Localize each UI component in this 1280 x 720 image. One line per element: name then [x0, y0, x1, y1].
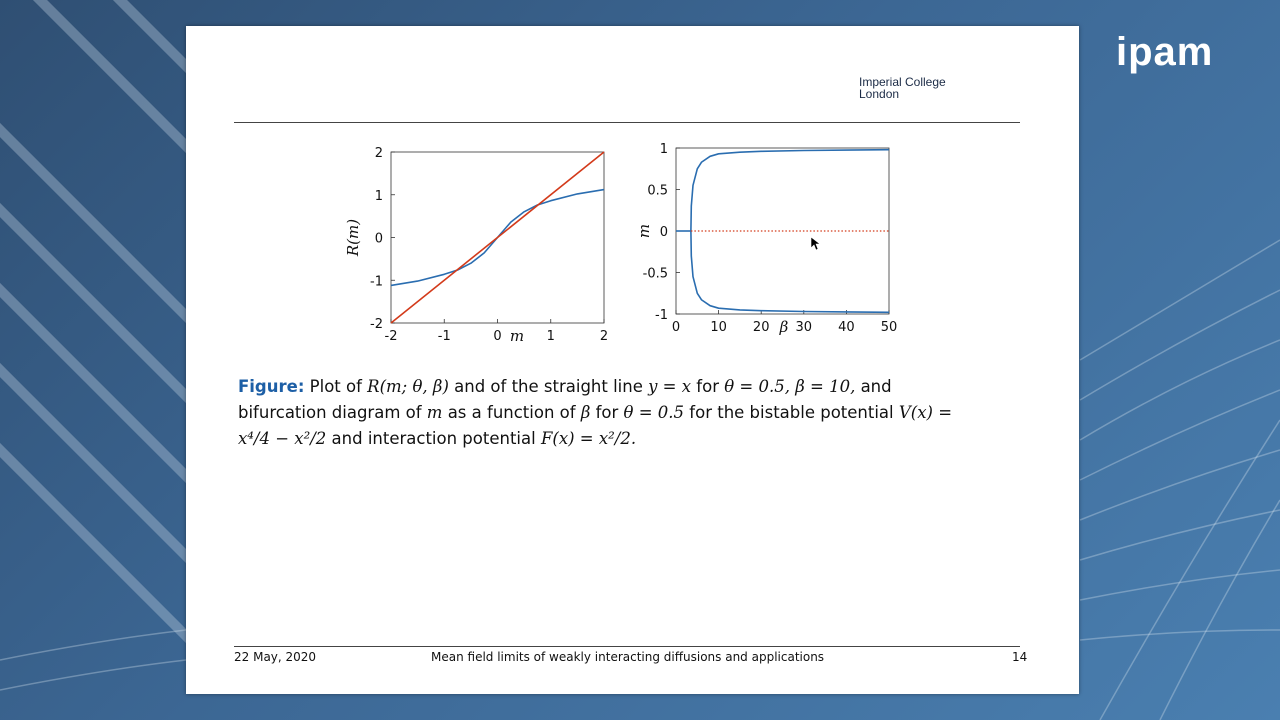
y-tick-label: 1	[374, 188, 383, 204]
presentation-slide	[186, 26, 1079, 694]
caption-math: θ = 0.5, β = 10,	[724, 377, 856, 396]
caption-text: Plot of	[304, 377, 368, 396]
y-tick-label: -2	[370, 317, 383, 332]
caption-text: for	[691, 377, 725, 396]
y-tick-label: 0.5	[647, 183, 668, 199]
caption-text: and of the straight line	[448, 377, 649, 396]
x-tick-label: 10	[710, 320, 727, 335]
caption-text: for the bistable potential	[684, 403, 899, 422]
caption-text: as a function of	[442, 403, 581, 422]
x-tick-label: -1	[437, 329, 451, 344]
x-axis-label: β	[779, 318, 789, 336]
x-tick-label: -2	[384, 329, 398, 344]
y-tick-label: 1	[659, 142, 668, 157]
caption-math: y = x	[648, 377, 692, 396]
caption-math: β	[580, 403, 591, 422]
x-tick-label: 20	[752, 320, 770, 335]
series-line-y-x	[391, 152, 604, 323]
x-tick-label: 40	[838, 320, 855, 335]
institution-line-2: London	[859, 87, 900, 101]
y-tick-label: -1	[370, 274, 383, 290]
x-axis-label: m	[509, 327, 525, 345]
y-tick-label: -1	[655, 308, 668, 323]
footer-date: 22 May, 2020	[234, 650, 317, 664]
x-tick-label: 1	[546, 329, 555, 344]
y-tick-label: -0.5	[642, 266, 668, 282]
caption-text: for	[590, 403, 624, 422]
caption-math: θ = 0.5	[623, 403, 685, 422]
y-tick-label: 0	[374, 231, 383, 247]
series-line-lower-branch	[691, 231, 889, 312]
x-tick-label: 0	[493, 329, 502, 344]
footer-divider	[234, 646, 1020, 647]
footer-page-number: 14	[1012, 650, 1028, 664]
y-axis-label: R(m)	[344, 218, 362, 257]
caption-label: Figure:	[238, 377, 305, 396]
caption-math: R(m; θ, β)	[367, 377, 449, 396]
figure-caption	[238, 374, 978, 452]
x-tick-label: 30	[795, 320, 813, 335]
caption-math: F(x) = x²/2.	[540, 429, 637, 448]
footer-title: Mean field limits of weakly interacting diffusions and applications	[431, 650, 825, 664]
mouse-cursor-icon	[811, 237, 820, 250]
series-line-upper-branch	[691, 150, 889, 231]
caption-text: and bifurcation diagram of	[238, 377, 892, 422]
y-tick-label: 2	[374, 146, 383, 161]
caption-math: V(x) = x⁴/4 − x²/2	[238, 403, 953, 448]
x-tick-label: 50	[880, 320, 898, 335]
figure-plots	[186, 26, 1079, 366]
caption-text: and interaction potential	[326, 429, 541, 448]
y-axis-label: m	[635, 223, 653, 239]
x-tick-label: 0	[671, 320, 681, 335]
y-tick-label: 0	[659, 225, 668, 240]
ipam-logo: ipam	[1116, 30, 1214, 74]
caption-math: m	[426, 403, 443, 422]
institution-line-1: Imperial College	[859, 75, 946, 89]
x-tick-label: 2	[599, 329, 609, 344]
